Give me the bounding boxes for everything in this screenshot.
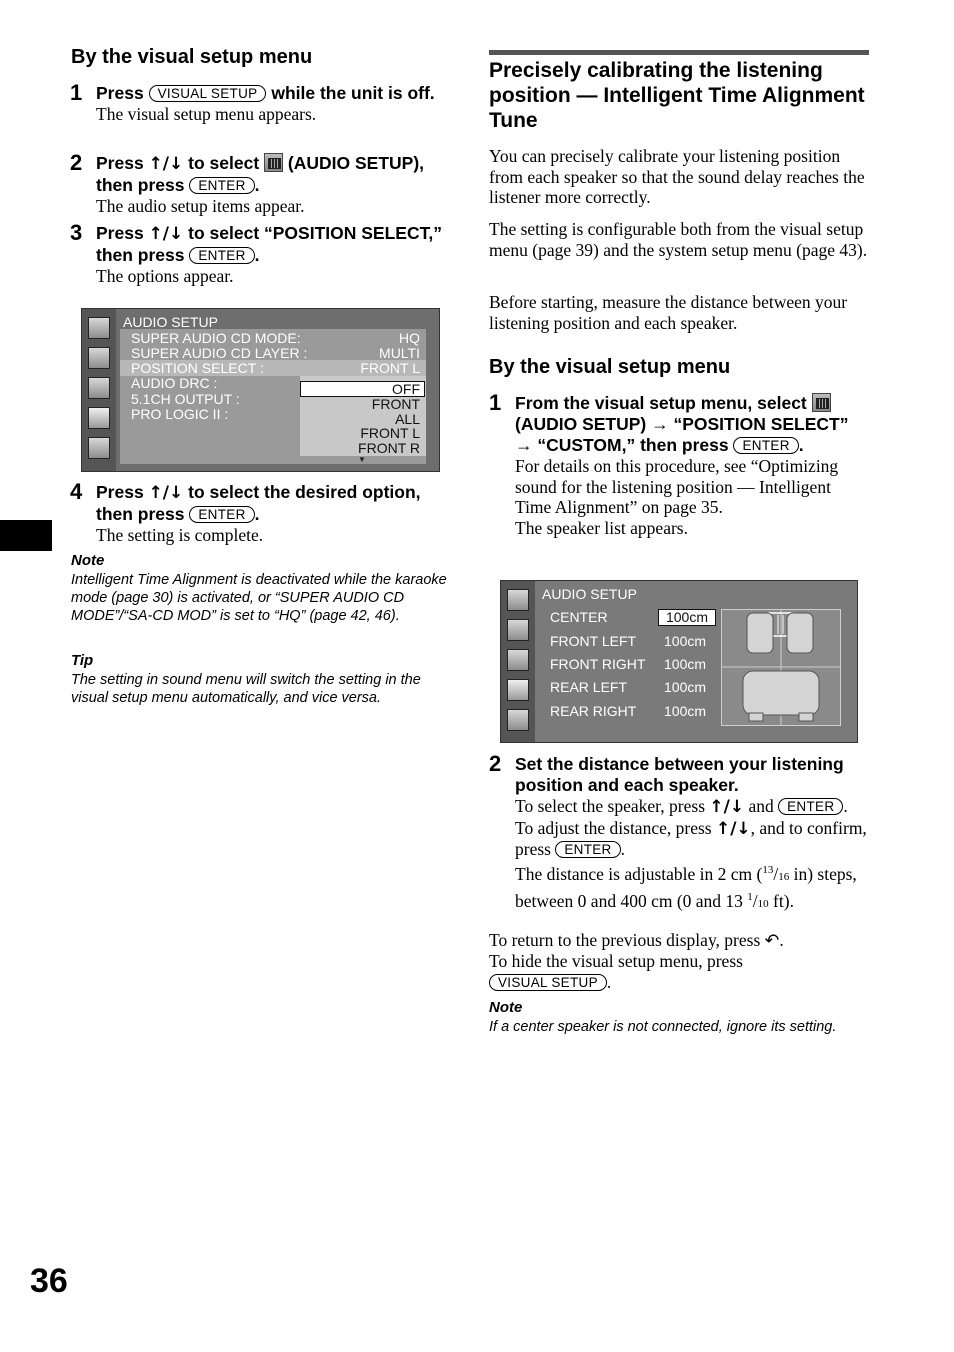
- heading-rule: [489, 50, 869, 55]
- return-instruction: To return to the previous display, press ↶.: [489, 930, 784, 951]
- step-number: 4: [70, 479, 83, 504]
- note-text: If a center speaker is not connected, ignore its setting.: [489, 1019, 837, 1035]
- step-desc: To adjust the distance, press ↑/↓, and to confirm, press ENTER .: [515, 817, 867, 859]
- scroll-down-icon: ▼: [358, 455, 366, 464]
- step-desc: The setting is complete.: [96, 525, 264, 545]
- speaker-label: REAR RIGHT: [550, 703, 637, 719]
- setting-value: MULTI: [379, 345, 420, 361]
- screen-menu-bar: [501, 581, 535, 742]
- custom-icon: [88, 377, 110, 399]
- display-icon: [507, 619, 529, 641]
- distance-value: 100cm: [664, 656, 707, 672]
- step-number: 1: [70, 80, 83, 105]
- note-text: Intelligent Time Alignment is deactivated while the karaoke mode (page 30) is activated, or “SUPER AUDIO CD MODE”/“SA-CD MOD” is set to “HQ” (page 42, 46).: [71, 572, 447, 624]
- section-tab: [0, 520, 52, 551]
- step-desc: The speaker list appears.: [515, 517, 688, 538]
- step-desc: The distance is adjustable in 2 cm ($^{13}$/16 in) steps, between 0 and 400 cm (0 and 13 $^1$/10 ft).: [515, 863, 857, 911]
- option-front-l[interactable]: FRONT L: [360, 425, 420, 441]
- enter-key: ENTER: [189, 247, 254, 264]
- enter-key: ENTER: [555, 841, 620, 858]
- screen-title: AUDIO SETUP: [542, 586, 637, 602]
- setting-label: PRO LOGIC II :: [131, 406, 229, 422]
- audio-setup-icon: [507, 679, 529, 701]
- step-number: 1: [489, 390, 502, 415]
- distance-value: 100cm: [664, 679, 707, 695]
- paragraph: Before starting, measure the distance between your listening position and each speaker.: [489, 292, 848, 333]
- step-1: Press VISUAL SETUP while the unit is off. The visual setup menu appears.: [96, 83, 456, 125]
- step-4: Press ↑/↓ to select the desired option, then press ENTER . The setting is complete.: [96, 482, 456, 546]
- step-desc: For details on this procedure, see “Optimizing sound for the listening position — Intelligent Time Alignment” on page 35.: [515, 456, 839, 517]
- subheading: By the visual setup menu: [489, 356, 731, 378]
- audio-setup-icon: [264, 153, 283, 172]
- up-down-arrow-icon: ↑/↓: [715, 818, 751, 839]
- screen-menu-bar: [82, 309, 116, 471]
- tip-text: The setting in sound menu will switch the setting in the visual setup menu automatically, and vice versa.: [71, 672, 421, 706]
- step-desc: To select the speaker, press ↑/↓ and ENTER .: [515, 796, 848, 817]
- car-seat-diagram: [721, 609, 841, 726]
- step-2: [515, 754, 870, 914]
- option-front-r[interactable]: FRONT R: [358, 440, 420, 456]
- step-number: 3: [70, 220, 83, 245]
- return-icon: ↶: [764, 931, 780, 951]
- tip-heading: Tip: [71, 652, 94, 669]
- speaker-label: REAR LEFT: [550, 679, 628, 695]
- speaker-label: FRONT RIGHT: [550, 656, 646, 672]
- up-down-arrow-icon: ↑/↓: [148, 224, 184, 244]
- custom-icon: [507, 649, 529, 671]
- display-icon: [88, 347, 110, 369]
- up-down-arrow-icon: ↑/↓: [709, 797, 745, 817]
- speaker-icon: [88, 437, 110, 459]
- step-desc: The options appear.: [96, 266, 234, 286]
- hide-instruction: To hide the visual setup menu, press VISUAL SETUP .: [489, 951, 743, 992]
- up-down-arrow-icon: ↑/↓: [148, 483, 184, 503]
- option-off[interactable]: OFF: [300, 381, 425, 397]
- step-number: 2: [489, 751, 502, 776]
- language-icon: [507, 589, 529, 611]
- enter-key: ENTER: [778, 798, 843, 815]
- speaker-icon: [507, 709, 529, 731]
- option-front[interactable]: FRONT: [371, 396, 420, 412]
- enter-key: ENTER: [189, 177, 254, 194]
- step-2: Press ↑/↓ to select (AUDIO SETUP), then press ENTER . The audio setup items appear.: [96, 153, 456, 217]
- screen-title: AUDIO SETUP: [123, 314, 218, 330]
- step-3: Press ↑/↓ to select “POSITION SELECT,” then press ENTER . The options appear.: [96, 223, 456, 287]
- audio-setup-icon: [88, 407, 110, 429]
- step-desc: The audio setup items appear.: [96, 196, 305, 216]
- setting-label: POSITION SELECT :: [131, 360, 264, 376]
- speaker-distance-screen: [500, 580, 858, 743]
- paragraph: The setting is configurable both from the visual setup menu (page 39) and the system setup menu (page 43).: [489, 219, 868, 260]
- setting-label: SUPER AUDIO CD LAYER :: [131, 345, 308, 361]
- section-heading: Precisely calibrating the listening position — Intelligent Time Alignment Tune: [489, 59, 865, 132]
- distance-value: 100cm: [664, 703, 707, 719]
- visual-setup-key: VISUAL SETUP: [489, 974, 607, 991]
- step-desc: The visual setup menu appears.: [96, 104, 317, 124]
- setting-value: FRONT L: [360, 360, 420, 376]
- center-distance-value[interactable]: 100cm: [658, 609, 716, 626]
- audio-setup-icon: [812, 393, 831, 412]
- page-number: 36: [30, 1262, 68, 1300]
- audio-setup-screen: [81, 308, 440, 472]
- speaker-label: FRONT LEFT: [550, 633, 637, 649]
- step-1: From the visual setup menu, select (AUDIO SETUP) → “POSITION SELECT” → “CUSTOM,” then press ENTER . For details on this procedure, see “Optimizing sound for the listening position — Intelligent Time Alignment” on page 35. The speaker list appears.: [515, 393, 870, 538]
- note-heading: Note: [489, 999, 523, 1016]
- speaker-label: CENTER: [550, 609, 608, 625]
- distance-value: 100cm: [664, 633, 707, 649]
- up-down-arrow-icon: ↑/↓: [148, 154, 184, 174]
- setting-label: 5.1CH OUTPUT :: [131, 391, 240, 407]
- language-icon: [88, 317, 110, 339]
- setting-value: HQ: [399, 330, 420, 346]
- step-number: 2: [70, 150, 83, 175]
- visual-setup-key: VISUAL SETUP: [149, 85, 267, 102]
- step-title: Set the distance between your listening position and each speaker.: [515, 754, 844, 795]
- left-heading: By the visual setup menu: [71, 46, 313, 68]
- enter-key: ENTER: [189, 506, 254, 523]
- paragraph: You can precisely calibrate your listening position from each speaker so that the sound delay reaches the listener more correctly.: [489, 146, 865, 207]
- note-heading: Note: [71, 552, 105, 569]
- option-all[interactable]: ALL: [395, 411, 420, 427]
- enter-key: ENTER: [733, 437, 798, 454]
- setting-label: AUDIO DRC :: [131, 375, 218, 391]
- setting-label: SUPER AUDIO CD MODE:: [131, 330, 301, 346]
